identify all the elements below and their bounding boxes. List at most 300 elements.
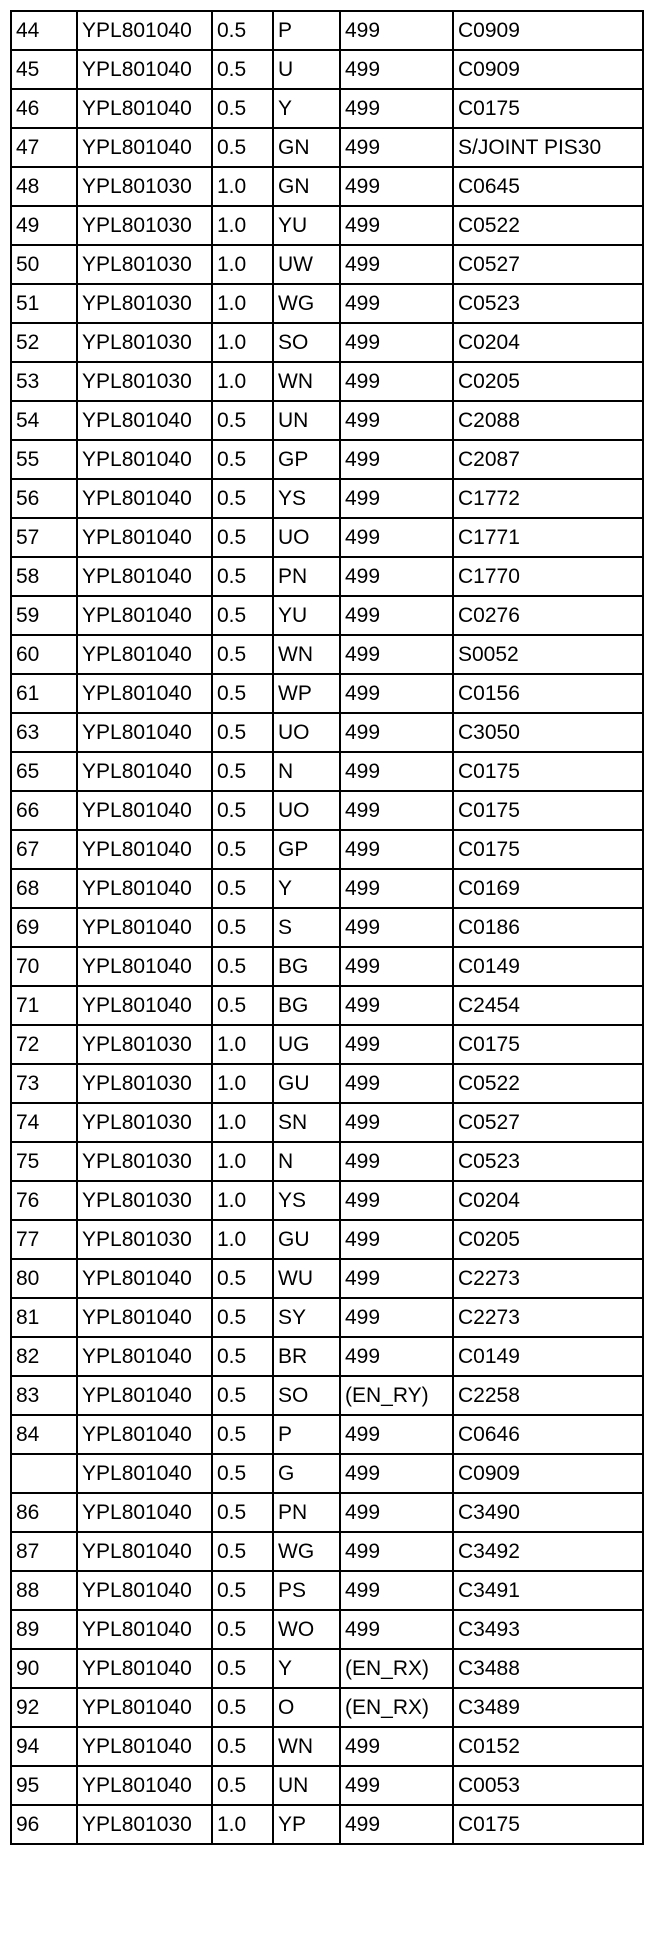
color-code-cell: Y — [273, 89, 340, 128]
size-cell: 0.5 — [212, 1337, 273, 1376]
part-number-cell: YPL801040 — [77, 869, 212, 908]
reference-cell: C0204 — [453, 323, 643, 362]
table-row — [11, 284, 643, 323]
row-number-cell: 84 — [11, 1415, 77, 1454]
table-row — [11, 89, 643, 128]
row-number-cell: 70 — [11, 947, 77, 986]
row-number-cell: 72 — [11, 1025, 77, 1064]
table-row — [11, 1376, 643, 1415]
table-row — [11, 830, 643, 869]
part-number-cell: YPL801030 — [77, 362, 212, 401]
part-number-cell: YPL801030 — [77, 1025, 212, 1064]
size-cell: 1.0 — [212, 167, 273, 206]
reference-cell: C3492 — [453, 1532, 643, 1571]
reference-cell: C0909 — [453, 1454, 643, 1493]
table-row — [11, 1337, 643, 1376]
code-cell: 499 — [340, 1259, 453, 1298]
reference-cell: C3490 — [453, 1493, 643, 1532]
code-cell: 499 — [340, 440, 453, 479]
code-cell: 499 — [340, 557, 453, 596]
reference-cell: C2273 — [453, 1298, 643, 1337]
size-cell: 1.0 — [212, 206, 273, 245]
size-cell: 1.0 — [212, 362, 273, 401]
color-code-cell: YS — [273, 479, 340, 518]
reference-cell: C0645 — [453, 167, 643, 206]
size-cell: 0.5 — [212, 1415, 273, 1454]
table-row — [11, 1649, 643, 1688]
row-number-cell: 52 — [11, 323, 77, 362]
part-number-cell: YPL801040 — [77, 752, 212, 791]
table-row — [11, 1220, 643, 1259]
part-number-cell: YPL801040 — [77, 128, 212, 167]
table-row — [11, 1805, 643, 1844]
row-number-cell — [11, 1454, 77, 1493]
reference-cell: C0169 — [453, 869, 643, 908]
table-row — [11, 1532, 643, 1571]
size-cell: 0.5 — [212, 1259, 273, 1298]
size-cell: 0.5 — [212, 908, 273, 947]
part-number-cell: YPL801040 — [77, 1649, 212, 1688]
size-cell: 0.5 — [212, 440, 273, 479]
reference-cell: S0052 — [453, 635, 643, 674]
code-cell: 499 — [340, 869, 453, 908]
size-cell: 0.5 — [212, 1610, 273, 1649]
part-number-cell: YPL801030 — [77, 1142, 212, 1181]
reference-cell: C0909 — [453, 50, 643, 89]
table-row — [11, 245, 643, 284]
table-row — [11, 1103, 643, 1142]
size-cell: 0.5 — [212, 1454, 273, 1493]
size-cell: 0.5 — [212, 947, 273, 986]
reference-cell: C0205 — [453, 362, 643, 401]
parts-table-body — [11, 11, 643, 1844]
part-number-cell: YPL801040 — [77, 713, 212, 752]
code-cell: 499 — [340, 89, 453, 128]
part-number-cell: YPL801040 — [77, 986, 212, 1025]
row-number-cell: 77 — [11, 1220, 77, 1259]
code-cell: 499 — [340, 1454, 453, 1493]
size-cell: 0.5 — [212, 479, 273, 518]
table-row — [11, 869, 643, 908]
color-code-cell: BG — [273, 947, 340, 986]
table-row — [11, 1610, 643, 1649]
row-number-cell: 65 — [11, 752, 77, 791]
color-code-cell: WN — [273, 362, 340, 401]
code-cell: 499 — [340, 830, 453, 869]
color-code-cell: UO — [273, 518, 340, 557]
size-cell: 0.5 — [212, 89, 273, 128]
row-number-cell: 80 — [11, 1259, 77, 1298]
part-number-cell: YPL801030 — [77, 1064, 212, 1103]
color-code-cell: BG — [273, 986, 340, 1025]
color-code-cell: YP — [273, 1805, 340, 1844]
reference-cell: C3488 — [453, 1649, 643, 1688]
size-cell: 0.5 — [212, 1649, 273, 1688]
color-code-cell: SO — [273, 1376, 340, 1415]
color-code-cell: GN — [273, 128, 340, 167]
part-number-cell: YPL801040 — [77, 1298, 212, 1337]
color-code-cell: WU — [273, 1259, 340, 1298]
size-cell: 0.5 — [212, 401, 273, 440]
code-cell: 499 — [340, 1805, 453, 1844]
reference-cell: C0156 — [453, 674, 643, 713]
part-number-cell: YPL801030 — [77, 245, 212, 284]
table-row — [11, 674, 643, 713]
color-code-cell: UN — [273, 1766, 340, 1805]
color-code-cell: O — [273, 1688, 340, 1727]
part-number-cell: YPL801040 — [77, 1532, 212, 1571]
color-code-cell: YU — [273, 596, 340, 635]
part-number-cell: YPL801040 — [77, 440, 212, 479]
size-cell: 1.0 — [212, 1220, 273, 1259]
part-number-cell: YPL801040 — [77, 1259, 212, 1298]
reference-cell: C0646 — [453, 1415, 643, 1454]
size-cell: 0.5 — [212, 557, 273, 596]
reference-cell: C0149 — [453, 1337, 643, 1376]
table-row — [11, 518, 643, 557]
color-code-cell: PS — [273, 1571, 340, 1610]
reference-cell: C3493 — [453, 1610, 643, 1649]
part-number-cell: YPL801030 — [77, 167, 212, 206]
table-row — [11, 1766, 643, 1805]
row-number-cell: 60 — [11, 635, 77, 674]
size-cell: 1.0 — [212, 1181, 273, 1220]
code-cell: 499 — [340, 908, 453, 947]
size-cell: 1.0 — [212, 1025, 273, 1064]
part-number-cell: YPL801040 — [77, 947, 212, 986]
row-number-cell: 89 — [11, 1610, 77, 1649]
table-row — [11, 713, 643, 752]
table-row — [11, 1454, 643, 1493]
row-number-cell: 54 — [11, 401, 77, 440]
size-cell: 0.5 — [212, 1766, 273, 1805]
row-number-cell: 87 — [11, 1532, 77, 1571]
code-cell: (EN_RY) — [340, 1376, 453, 1415]
color-code-cell: YU — [273, 206, 340, 245]
table-row — [11, 1064, 643, 1103]
code-cell: 499 — [340, 245, 453, 284]
table-row — [11, 440, 643, 479]
size-cell: 0.5 — [212, 11, 273, 50]
reference-cell: C2454 — [453, 986, 643, 1025]
table-row — [11, 986, 643, 1025]
table-row — [11, 635, 643, 674]
table-row — [11, 206, 643, 245]
size-cell: 1.0 — [212, 1103, 273, 1142]
part-number-cell: YPL801040 — [77, 908, 212, 947]
parts-table — [10, 10, 644, 1845]
part-number-cell: YPL801030 — [77, 1103, 212, 1142]
table-row — [11, 1025, 643, 1064]
row-number-cell: 46 — [11, 89, 77, 128]
size-cell: 1.0 — [212, 1805, 273, 1844]
color-code-cell: UW — [273, 245, 340, 284]
code-cell: 499 — [340, 1415, 453, 1454]
row-number-cell: 71 — [11, 986, 77, 1025]
part-number-cell: YPL801040 — [77, 1727, 212, 1766]
code-cell: 499 — [340, 1064, 453, 1103]
color-code-cell: BR — [273, 1337, 340, 1376]
code-cell: 499 — [340, 1142, 453, 1181]
code-cell: 499 — [340, 1298, 453, 1337]
size-cell: 0.5 — [212, 596, 273, 635]
reference-cell: C3489 — [453, 1688, 643, 1727]
reference-cell: C0522 — [453, 206, 643, 245]
color-code-cell: UG — [273, 1025, 340, 1064]
row-number-cell: 68 — [11, 869, 77, 908]
row-number-cell: 67 — [11, 830, 77, 869]
size-cell: 0.5 — [212, 1298, 273, 1337]
table-row — [11, 1259, 643, 1298]
row-number-cell: 82 — [11, 1337, 77, 1376]
row-number-cell: 58 — [11, 557, 77, 596]
reference-cell: C2258 — [453, 1376, 643, 1415]
row-number-cell: 61 — [11, 674, 77, 713]
table-row — [11, 50, 643, 89]
row-number-cell: 66 — [11, 791, 77, 830]
table-row — [11, 323, 643, 362]
size-cell: 0.5 — [212, 518, 273, 557]
code-cell: 499 — [340, 1766, 453, 1805]
table-row — [11, 479, 643, 518]
row-number-cell: 59 — [11, 596, 77, 635]
part-number-cell: YPL801040 — [77, 635, 212, 674]
part-number-cell: YPL801040 — [77, 1376, 212, 1415]
code-cell: 499 — [340, 1493, 453, 1532]
code-cell: 499 — [340, 128, 453, 167]
code-cell: 499 — [340, 791, 453, 830]
code-cell: (EN_RX) — [340, 1688, 453, 1727]
reference-cell: C3050 — [453, 713, 643, 752]
code-cell: 499 — [340, 323, 453, 362]
color-code-cell: N — [273, 1142, 340, 1181]
reference-cell: C1770 — [453, 557, 643, 596]
reference-cell: C0523 — [453, 1142, 643, 1181]
code-cell: 499 — [340, 206, 453, 245]
reference-cell: C0909 — [453, 11, 643, 50]
reference-cell: C0186 — [453, 908, 643, 947]
reference-cell: C2087 — [453, 440, 643, 479]
row-number-cell: 49 — [11, 206, 77, 245]
color-code-cell: YS — [273, 1181, 340, 1220]
color-code-cell: GU — [273, 1064, 340, 1103]
reference-cell: C0149 — [453, 947, 643, 986]
table-row — [11, 752, 643, 791]
part-number-cell: YPL801040 — [77, 1688, 212, 1727]
reference-cell: C0175 — [453, 89, 643, 128]
code-cell: 499 — [340, 518, 453, 557]
part-number-cell: YPL801030 — [77, 1181, 212, 1220]
size-cell: 0.5 — [212, 791, 273, 830]
code-cell: 499 — [340, 1337, 453, 1376]
row-number-cell: 55 — [11, 440, 77, 479]
part-number-cell: YPL801040 — [77, 518, 212, 557]
row-number-cell: 48 — [11, 167, 77, 206]
code-cell: 499 — [340, 674, 453, 713]
color-code-cell: S — [273, 908, 340, 947]
code-cell: 499 — [340, 752, 453, 791]
part-number-cell: YPL801030 — [77, 206, 212, 245]
part-number-cell: YPL801040 — [77, 1337, 212, 1376]
row-number-cell: 69 — [11, 908, 77, 947]
row-number-cell: 90 — [11, 1649, 77, 1688]
code-cell: 499 — [340, 1610, 453, 1649]
color-code-cell: UO — [273, 713, 340, 752]
row-number-cell: 51 — [11, 284, 77, 323]
color-code-cell: N — [273, 752, 340, 791]
color-code-cell: Y — [273, 869, 340, 908]
code-cell: 499 — [340, 947, 453, 986]
code-cell: 499 — [340, 635, 453, 674]
row-number-cell: 57 — [11, 518, 77, 557]
size-cell: 0.5 — [212, 830, 273, 869]
color-code-cell: WN — [273, 635, 340, 674]
code-cell: 499 — [340, 1181, 453, 1220]
table-row — [11, 1415, 643, 1454]
row-number-cell: 74 — [11, 1103, 77, 1142]
reference-cell: S/JOINT PIS30 — [453, 128, 643, 167]
code-cell: 499 — [340, 1571, 453, 1610]
size-cell: 0.5 — [212, 674, 273, 713]
code-cell: 499 — [340, 1220, 453, 1259]
color-code-cell: P — [273, 1415, 340, 1454]
row-number-cell: 96 — [11, 1805, 77, 1844]
reference-cell: C0527 — [453, 245, 643, 284]
code-cell: 499 — [340, 167, 453, 206]
code-cell: 499 — [340, 479, 453, 518]
part-number-cell: YPL801030 — [77, 284, 212, 323]
color-code-cell: WP — [273, 674, 340, 713]
table-row — [11, 362, 643, 401]
color-code-cell: Y — [273, 1649, 340, 1688]
part-number-cell: YPL801040 — [77, 89, 212, 128]
reference-cell: C2088 — [453, 401, 643, 440]
size-cell: 1.0 — [212, 245, 273, 284]
size-cell: 0.5 — [212, 1688, 273, 1727]
reference-cell: C0175 — [453, 1805, 643, 1844]
code-cell: 499 — [340, 713, 453, 752]
table-row — [11, 908, 643, 947]
row-number-cell: 50 — [11, 245, 77, 284]
color-code-cell: WO — [273, 1610, 340, 1649]
size-cell: 0.5 — [212, 1376, 273, 1415]
part-number-cell: YPL801030 — [77, 1220, 212, 1259]
color-code-cell: WN — [273, 1727, 340, 1766]
reference-cell: C0152 — [453, 1727, 643, 1766]
reference-cell: C0175 — [453, 1025, 643, 1064]
row-number-cell: 81 — [11, 1298, 77, 1337]
size-cell: 0.5 — [212, 986, 273, 1025]
row-number-cell: 94 — [11, 1727, 77, 1766]
size-cell: 0.5 — [212, 1571, 273, 1610]
reference-cell: C1771 — [453, 518, 643, 557]
part-number-cell: YPL801040 — [77, 1415, 212, 1454]
size-cell: 1.0 — [212, 1142, 273, 1181]
reference-cell: C0175 — [453, 830, 643, 869]
size-cell: 1.0 — [212, 284, 273, 323]
row-number-cell: 75 — [11, 1142, 77, 1181]
color-code-cell: UN — [273, 401, 340, 440]
table-row — [11, 596, 643, 635]
code-cell: 499 — [340, 1025, 453, 1064]
part-number-cell: YPL801040 — [77, 1610, 212, 1649]
code-cell: 499 — [340, 1727, 453, 1766]
part-number-cell: YPL801040 — [77, 1766, 212, 1805]
part-number-cell: YPL801040 — [77, 830, 212, 869]
color-code-cell: PN — [273, 1493, 340, 1532]
row-number-cell: 95 — [11, 1766, 77, 1805]
part-number-cell: YPL801040 — [77, 479, 212, 518]
size-cell: 0.5 — [212, 713, 273, 752]
table-row — [11, 401, 643, 440]
code-cell: 499 — [340, 401, 453, 440]
table-row — [11, 1493, 643, 1532]
part-number-cell: YPL801040 — [77, 1454, 212, 1493]
table-row — [11, 947, 643, 986]
row-number-cell: 88 — [11, 1571, 77, 1610]
part-number-cell: YPL801040 — [77, 50, 212, 89]
row-number-cell: 47 — [11, 128, 77, 167]
row-number-cell: 73 — [11, 1064, 77, 1103]
row-number-cell: 83 — [11, 1376, 77, 1415]
size-cell: 1.0 — [212, 1064, 273, 1103]
code-cell: 499 — [340, 50, 453, 89]
part-number-cell: YPL801040 — [77, 791, 212, 830]
table-row — [11, 1727, 643, 1766]
code-cell: 499 — [340, 362, 453, 401]
code-cell: 499 — [340, 1103, 453, 1142]
part-number-cell: YPL801040 — [77, 401, 212, 440]
row-number-cell: 44 — [11, 11, 77, 50]
code-cell: (EN_RX) — [340, 1649, 453, 1688]
color-code-cell: G — [273, 1454, 340, 1493]
color-code-cell: U — [273, 50, 340, 89]
size-cell: 0.5 — [212, 1727, 273, 1766]
color-code-cell: PN — [273, 557, 340, 596]
table-row — [11, 1571, 643, 1610]
code-cell: 499 — [340, 1532, 453, 1571]
color-code-cell: SN — [273, 1103, 340, 1142]
table-row — [11, 167, 643, 206]
size-cell: 0.5 — [212, 1532, 273, 1571]
row-number-cell: 92 — [11, 1688, 77, 1727]
table-row — [11, 1688, 643, 1727]
color-code-cell: GP — [273, 830, 340, 869]
table-row — [11, 1142, 643, 1181]
size-cell: 1.0 — [212, 323, 273, 362]
part-number-cell: YPL801040 — [77, 1493, 212, 1532]
color-code-cell: SY — [273, 1298, 340, 1337]
color-code-cell: GN — [273, 167, 340, 206]
size-cell: 0.5 — [212, 50, 273, 89]
code-cell: 499 — [340, 986, 453, 1025]
reference-cell: C0205 — [453, 1220, 643, 1259]
table-row — [11, 791, 643, 830]
color-code-cell: SO — [273, 323, 340, 362]
color-code-cell: GP — [273, 440, 340, 479]
table-row — [11, 11, 643, 50]
reference-cell: C0175 — [453, 752, 643, 791]
part-number-cell: YPL801030 — [77, 1805, 212, 1844]
size-cell: 0.5 — [212, 1493, 273, 1532]
part-number-cell: YPL801040 — [77, 11, 212, 50]
part-number-cell: YPL801040 — [77, 596, 212, 635]
size-cell: 0.5 — [212, 128, 273, 167]
size-cell: 0.5 — [212, 752, 273, 791]
table-row — [11, 1298, 643, 1337]
row-number-cell: 53 — [11, 362, 77, 401]
reference-cell: C0522 — [453, 1064, 643, 1103]
